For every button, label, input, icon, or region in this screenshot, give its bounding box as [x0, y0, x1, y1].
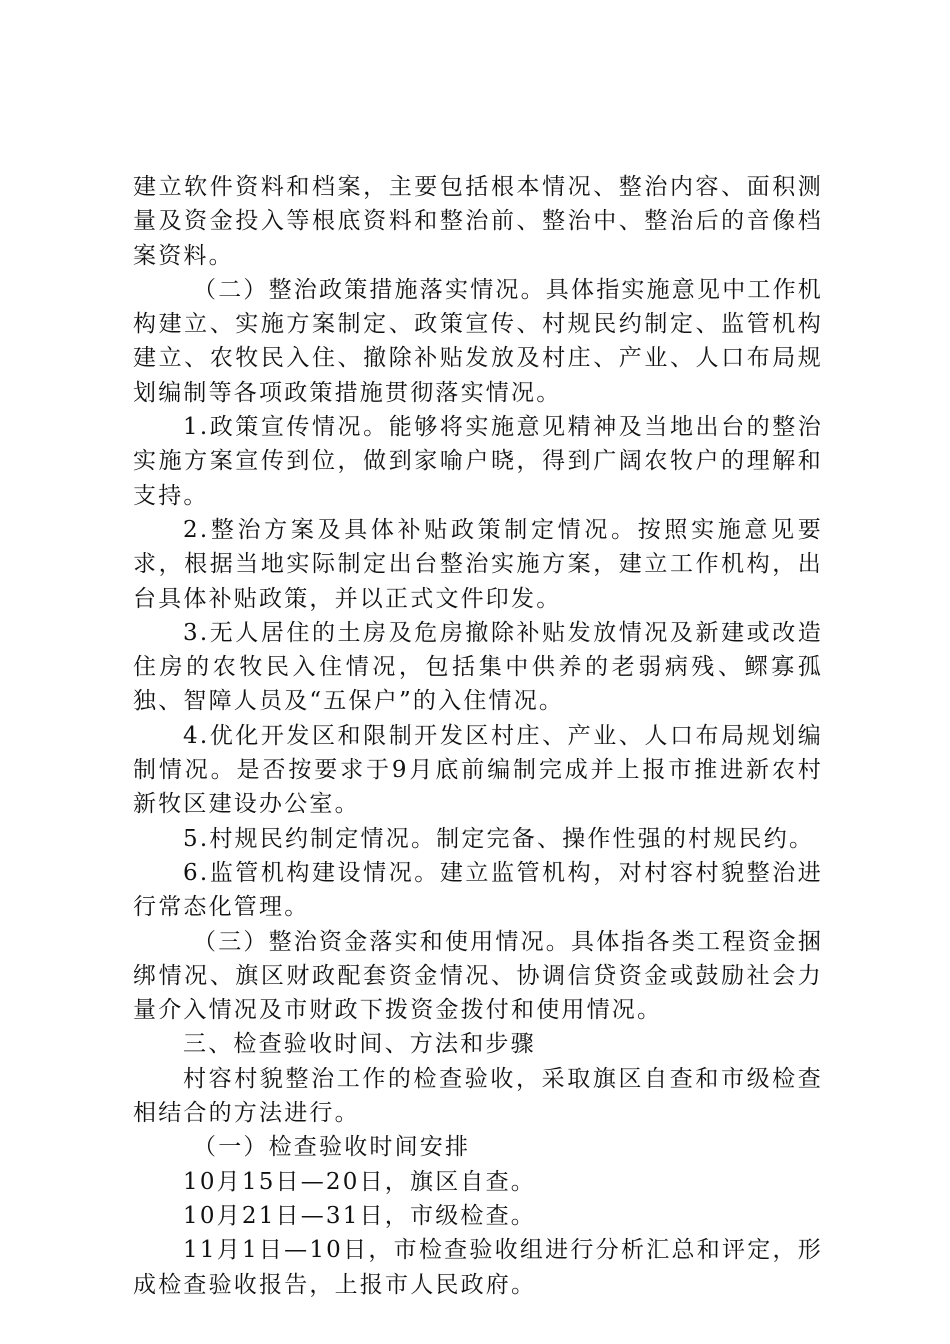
paragraph-section-3: （三）整治资金落实和使用情况。具体指各类工程资金捆绑情况、旗区财政配套资金情况、协调信贷资金或鼓励社会力量介入情况及市财政下拨资金拨付和使用情况。 — [133, 928, 823, 1024]
paragraph-item-5: 5.村规民约制定情况。制定完备、操作性强的村规民约。 — [183, 825, 815, 852]
document-body — [133, 170, 823, 1302]
paragraph-item-4: 4.优化开发区和限制开发区村庄、产业、人口布局规划编制情况。是否按要求于9月底前编制完成并上报市推进新农村新牧区建设办公室。 — [133, 722, 823, 818]
paragraph-item-2: 2.整治方案及具体补贴政策制定情况。按照实施意见要求，根据当地实际制定出台整治实施方案，建立工作机构，出台具体补贴政策，并以正式文件印发。 — [133, 516, 823, 612]
section-heading: 三、检查验收时间、方法和步骤 — [183, 1031, 536, 1058]
schedule-item-3: 11月1日—10日，市检查验收组进行分析汇总和评定，形成检查验收报告，上报市人民政府。 — [133, 1237, 823, 1298]
paragraph-item-6: 6.监管机构建设情况。建立监管机构，对村容村貌整治进行常态化管理。 — [133, 859, 823, 921]
paragraph-continuation: 建立软件资料和档案，主要包括根本情况、整治内容、面积测量及资金投入等根底资料和整治前、整治中、整治后的音像档案资料。 — [133, 174, 823, 269]
schedule-item-1: 10月15日—20日，旗区自查。 — [183, 1168, 536, 1195]
paragraph-item-1: 1.政策宣传情况。能够将实施意见精神及当地出台的整治实施方案宣传到位，做到家喻户晓，得到广阔农牧户的理解和支持。 — [133, 414, 823, 509]
paragraph-item-3: 3.无人居住的土房及危房撤除补贴发放情况及新建或改造住房的农牧民入住情况，包括集中供养的老弱病残、鳏寡孤独、智障人员及“五保户”的入住情况。 — [133, 619, 823, 715]
paragraph-section-2: （二）整治政策措施落实情况。具体指实施意见中工作机构建立、实施方案制定、政策宣传、村规民约制定、监管机构建立、农牧民入住、撤除补贴发放及村庄、产业、人口布局规划编制等各项政策措施贯彻落实情况。 — [133, 276, 823, 406]
subsection-heading: （一）检查验收时间安排 — [193, 1134, 471, 1161]
schedule-item-2: 10月21日—31日，市级检查。 — [183, 1202, 536, 1229]
paragraph-method: 村容村貌整治工作的检查验收，采取旗区自查和市级检查相结合的方法进行。 — [133, 1065, 823, 1127]
